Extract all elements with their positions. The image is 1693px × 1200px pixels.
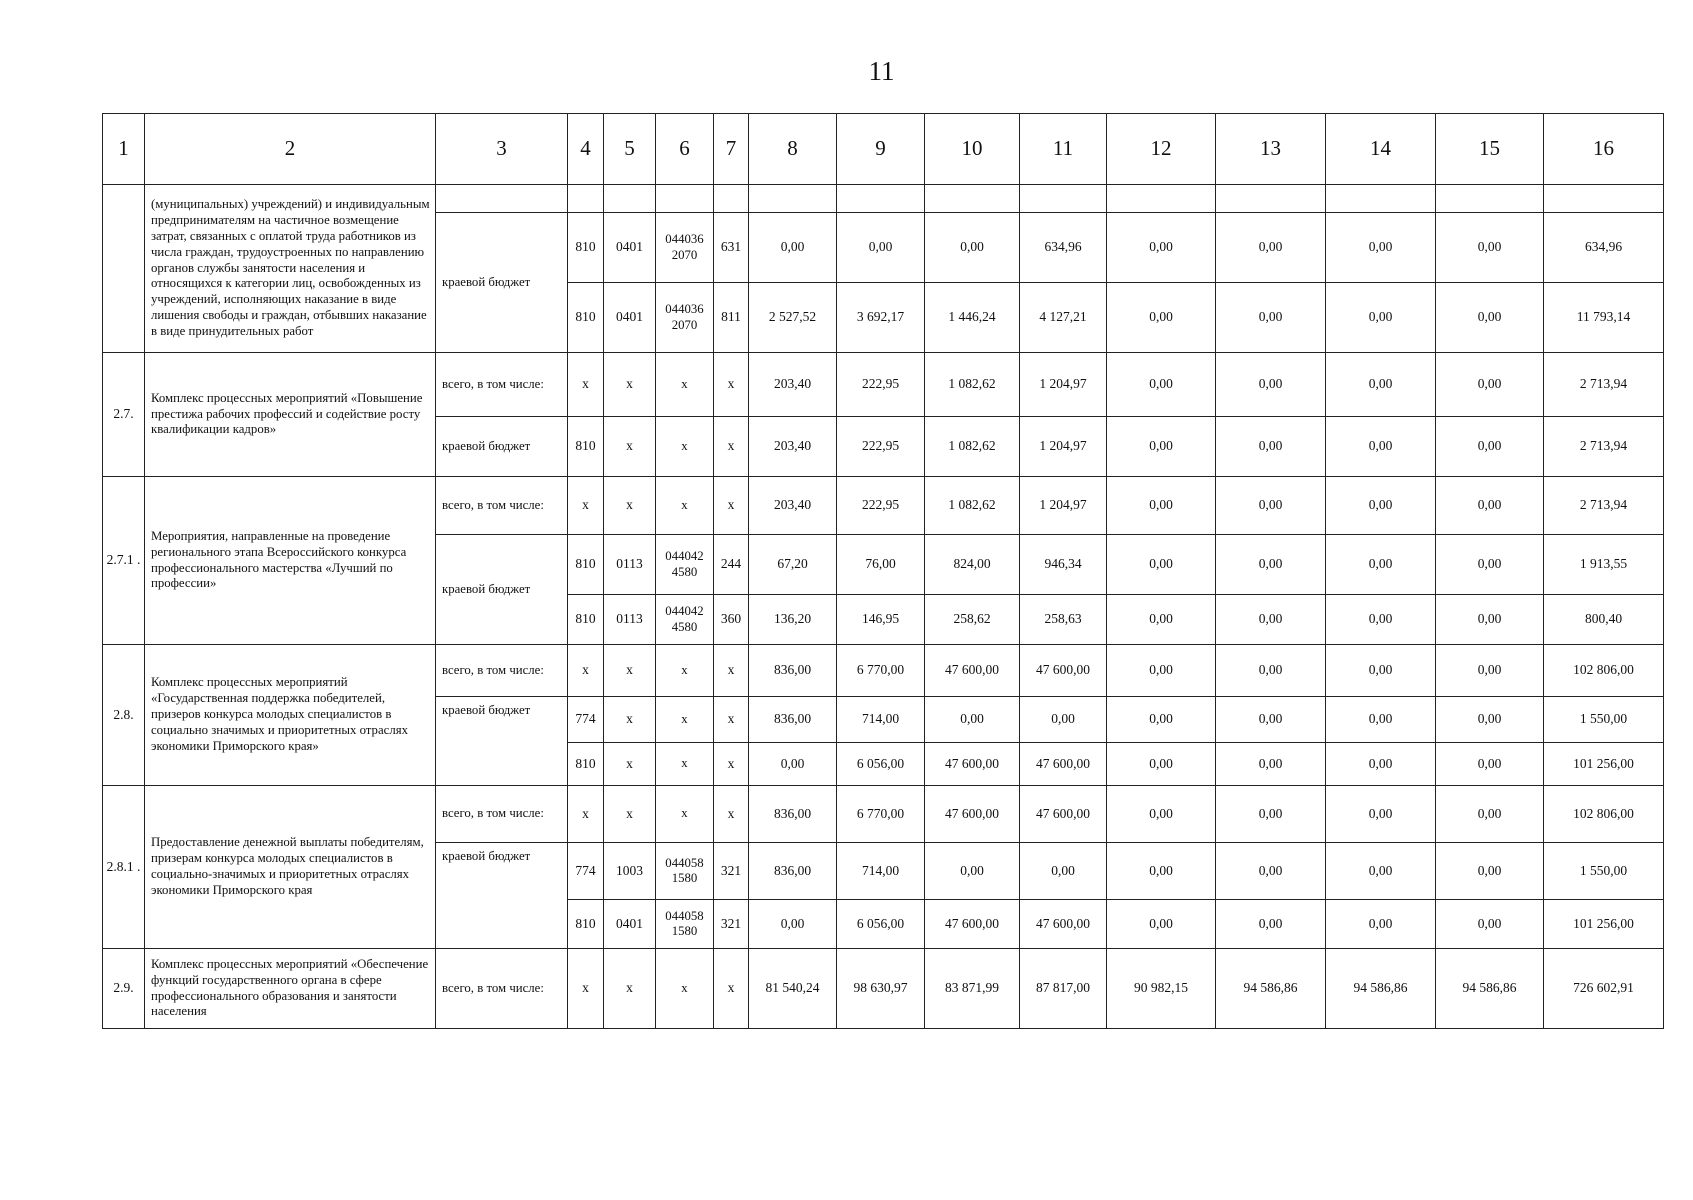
value-cell: 0,00 bbox=[1216, 743, 1326, 786]
value-cell: 1 082,62 bbox=[925, 353, 1020, 417]
column-header: 13 bbox=[1216, 114, 1326, 185]
value-cell: 631 bbox=[714, 213, 749, 283]
value-cell: x bbox=[604, 353, 656, 417]
empty-cell bbox=[1544, 185, 1664, 213]
value-cell: 836,00 bbox=[749, 843, 837, 900]
empty-cell bbox=[1436, 185, 1544, 213]
empty-cell bbox=[604, 185, 656, 213]
value-cell: 946,34 bbox=[1020, 535, 1107, 595]
value-cell: 0,00 bbox=[1216, 697, 1326, 743]
value-cell: 222,95 bbox=[837, 477, 925, 535]
value-cell: 101 256,00 bbox=[1544, 900, 1664, 949]
value-cell: 0,00 bbox=[1326, 595, 1436, 645]
column-header: 6 bbox=[656, 114, 714, 185]
value-cell: 810 bbox=[568, 417, 604, 477]
value-cell: 47 600,00 bbox=[1020, 900, 1107, 949]
value-cell: 203,40 bbox=[749, 477, 837, 535]
value-cell: 0,00 bbox=[1436, 535, 1544, 595]
value-cell: 222,95 bbox=[837, 417, 925, 477]
value-cell: 0,00 bbox=[1216, 843, 1326, 900]
value-cell: x bbox=[714, 353, 749, 417]
value-cell: x bbox=[568, 786, 604, 843]
empty-cell bbox=[436, 185, 568, 213]
value-cell: x bbox=[604, 417, 656, 477]
item-name-cell: Предоставление денежной выплаты победителям, призерам конкурса молодых специалистов в социально-значимых и приоритетных отраслях экономики Приморского края bbox=[145, 786, 436, 949]
value-cell: 0,00 bbox=[1107, 900, 1216, 949]
row-number-cell: 2.8.1 . bbox=[103, 786, 145, 949]
value-cell: 0,00 bbox=[1326, 743, 1436, 786]
empty-cell bbox=[837, 185, 925, 213]
column-header: 4 bbox=[568, 114, 604, 185]
value-cell: 94 586,86 bbox=[1216, 949, 1326, 1029]
value-cell: 044058 1580 bbox=[656, 900, 714, 949]
value-cell: 1 204,97 bbox=[1020, 417, 1107, 477]
value-cell: 1 550,00 bbox=[1544, 843, 1664, 900]
value-cell: 94 586,86 bbox=[1326, 949, 1436, 1029]
funding-source-cell: всего, в том числе: bbox=[436, 949, 568, 1029]
value-cell: 0,00 bbox=[1216, 213, 1326, 283]
value-cell: 98 630,97 bbox=[837, 949, 925, 1029]
value-cell: 90 982,15 bbox=[1107, 949, 1216, 1029]
column-header: 14 bbox=[1326, 114, 1436, 185]
value-cell: 0,00 bbox=[1216, 786, 1326, 843]
value-cell: 2 713,94 bbox=[1544, 417, 1664, 477]
value-cell: 1 204,97 bbox=[1020, 477, 1107, 535]
empty-cell bbox=[925, 185, 1020, 213]
item-name-cell: Мероприятия, направленные на проведение регионального этапа Всероссийского конкурса профессионального мастерства «Лучший по профессии» bbox=[145, 477, 436, 645]
value-cell: 0113 bbox=[604, 595, 656, 645]
value-cell: 47 600,00 bbox=[1020, 645, 1107, 697]
value-cell: x bbox=[714, 949, 749, 1029]
value-cell: 0,00 bbox=[1326, 417, 1436, 477]
value-cell: 0,00 bbox=[1107, 743, 1216, 786]
column-header: 9 bbox=[837, 114, 925, 185]
funding-source-cell: краевой бюджет bbox=[436, 697, 568, 786]
value-cell: 47 600,00 bbox=[925, 743, 1020, 786]
value-cell: 0401 bbox=[604, 900, 656, 949]
funding-source-cell: всего, в том числе: bbox=[436, 353, 568, 417]
value-cell: 0,00 bbox=[1326, 213, 1436, 283]
value-cell: x bbox=[656, 417, 714, 477]
value-cell: 0,00 bbox=[1216, 283, 1326, 353]
value-cell: x bbox=[568, 353, 604, 417]
budget-table bbox=[102, 113, 1664, 1029]
value-cell: 222,95 bbox=[837, 353, 925, 417]
value-cell: 811 bbox=[714, 283, 749, 353]
empty-cell bbox=[568, 185, 604, 213]
item-name-cell: Комплекс процессных мероприятий «Повышение престижа рабочих профессий и содействие росту квалификации кадров» bbox=[145, 353, 436, 477]
value-cell: 146,95 bbox=[837, 595, 925, 645]
value-cell: 0,00 bbox=[1326, 353, 1436, 417]
value-cell: x bbox=[604, 743, 656, 786]
row-number-cell: 2.9. bbox=[103, 949, 145, 1029]
value-cell: 67,20 bbox=[749, 535, 837, 595]
value-cell: 634,96 bbox=[1544, 213, 1664, 283]
item-name-cell: (муниципальных) учреждений) и индивидуальным предпринимателям на частичное возмещение затрат, связанных с оплатой труда работников из числа граждан, трудоустроенных по направлению органов службы занятости населения и относящихся к категории лиц, освобожденных из учреждений, исполняющих наказание в виде лишения свободы и граждан, отбывших наказание в виде принудительных работ bbox=[145, 185, 436, 353]
table-row bbox=[103, 645, 1664, 697]
value-cell: x bbox=[656, 697, 714, 743]
value-cell: 0,00 bbox=[1107, 843, 1216, 900]
value-cell: 0,00 bbox=[1216, 477, 1326, 535]
value-cell: 6 770,00 bbox=[837, 645, 925, 697]
value-cell: x bbox=[656, 743, 714, 786]
column-header: 15 bbox=[1436, 114, 1544, 185]
value-cell: 0,00 bbox=[1216, 595, 1326, 645]
value-cell: x bbox=[604, 697, 656, 743]
value-cell: 0,00 bbox=[1107, 645, 1216, 697]
value-cell: 47 600,00 bbox=[1020, 743, 1107, 786]
value-cell: 836,00 bbox=[749, 645, 837, 697]
value-cell: 136,20 bbox=[749, 595, 837, 645]
value-cell: 0,00 bbox=[1107, 535, 1216, 595]
value-cell: 810 bbox=[568, 900, 604, 949]
value-cell: 0,00 bbox=[1436, 645, 1544, 697]
table-row bbox=[103, 353, 1664, 417]
value-cell: 81 540,24 bbox=[749, 949, 837, 1029]
value-cell: 0,00 bbox=[1107, 786, 1216, 843]
value-cell: 0,00 bbox=[1436, 283, 1544, 353]
value-cell: 0,00 bbox=[1436, 595, 1544, 645]
value-cell: 0,00 bbox=[1436, 353, 1544, 417]
value-cell: 3 692,17 bbox=[837, 283, 925, 353]
value-cell: 0,00 bbox=[1020, 843, 1107, 900]
value-cell: 203,40 bbox=[749, 353, 837, 417]
table-row bbox=[103, 786, 1664, 843]
column-header: 5 bbox=[604, 114, 656, 185]
value-cell: 87 817,00 bbox=[1020, 949, 1107, 1029]
value-cell: 0401 bbox=[604, 283, 656, 353]
value-cell: 634,96 bbox=[1020, 213, 1107, 283]
funding-source-cell: краевой бюджет bbox=[436, 213, 568, 353]
value-cell: 0,00 bbox=[1436, 743, 1544, 786]
value-cell: 0,00 bbox=[1326, 283, 1436, 353]
value-cell: x bbox=[604, 477, 656, 535]
value-cell: 0,00 bbox=[925, 697, 1020, 743]
value-cell: 0,00 bbox=[1216, 417, 1326, 477]
value-cell: x bbox=[656, 645, 714, 697]
column-header: 7 bbox=[714, 114, 749, 185]
value-cell: 0401 bbox=[604, 213, 656, 283]
value-cell: 2 713,94 bbox=[1544, 353, 1664, 417]
empty-cell bbox=[1216, 185, 1326, 213]
value-cell: 47 600,00 bbox=[925, 900, 1020, 949]
value-cell: 0,00 bbox=[749, 743, 837, 786]
row-number-cell: 2.7. bbox=[103, 353, 145, 477]
value-cell: 102 806,00 bbox=[1544, 645, 1664, 697]
value-cell: x bbox=[656, 786, 714, 843]
value-cell: 0,00 bbox=[1107, 353, 1216, 417]
value-cell: 47 600,00 bbox=[925, 786, 1020, 843]
value-cell: 044036 2070 bbox=[656, 213, 714, 283]
value-cell: 044036 2070 bbox=[656, 283, 714, 353]
column-header: 16 bbox=[1544, 114, 1664, 185]
value-cell: x bbox=[714, 645, 749, 697]
value-cell: x bbox=[656, 477, 714, 535]
value-cell: 101 256,00 bbox=[1544, 743, 1664, 786]
value-cell: 0,00 bbox=[1326, 645, 1436, 697]
value-cell: 1 446,24 bbox=[925, 283, 1020, 353]
column-header: 12 bbox=[1107, 114, 1216, 185]
value-cell: 0,00 bbox=[1436, 697, 1544, 743]
row-number-cell: 2.7.1 . bbox=[103, 477, 145, 645]
value-cell: 836,00 bbox=[749, 697, 837, 743]
funding-source-cell: краевой бюджет bbox=[436, 843, 568, 949]
value-cell: 0,00 bbox=[749, 213, 837, 283]
value-cell: 0,00 bbox=[749, 900, 837, 949]
row-number-cell: 2.8. bbox=[103, 645, 145, 786]
value-cell: 0,00 bbox=[1326, 843, 1436, 900]
value-cell: 0,00 bbox=[1216, 353, 1326, 417]
value-cell: 0,00 bbox=[925, 213, 1020, 283]
value-cell: 810 bbox=[568, 535, 604, 595]
table-row bbox=[103, 949, 1664, 1029]
value-cell: x bbox=[604, 786, 656, 843]
value-cell: 0,00 bbox=[1107, 697, 1216, 743]
value-cell: 810 bbox=[568, 743, 604, 786]
funding-source-cell: краевой бюджет bbox=[436, 417, 568, 477]
row-number-cell bbox=[103, 185, 145, 353]
value-cell: 810 bbox=[568, 213, 604, 283]
value-cell: 1003 bbox=[604, 843, 656, 900]
table-row bbox=[103, 185, 1664, 213]
value-cell: 0,00 bbox=[1326, 786, 1436, 843]
empty-cell bbox=[749, 185, 837, 213]
value-cell: x bbox=[714, 477, 749, 535]
value-cell: 774 bbox=[568, 843, 604, 900]
value-cell: 244 bbox=[714, 535, 749, 595]
value-cell: 0,00 bbox=[1326, 477, 1436, 535]
value-cell: 714,00 bbox=[837, 843, 925, 900]
item-name-cell: Комплекс процессных мероприятий «Обеспечение функций государственного органа в сфере профессионального образования и занятости населения bbox=[145, 949, 436, 1029]
value-cell: 0,00 bbox=[1326, 697, 1436, 743]
value-cell: 836,00 bbox=[749, 786, 837, 843]
value-cell: 0,00 bbox=[1436, 900, 1544, 949]
value-cell: 0,00 bbox=[925, 843, 1020, 900]
value-cell: 321 bbox=[714, 900, 749, 949]
value-cell: x bbox=[568, 645, 604, 697]
value-cell: 0,00 bbox=[1107, 283, 1216, 353]
value-cell: x bbox=[714, 743, 749, 786]
value-cell: 1 082,62 bbox=[925, 477, 1020, 535]
column-header: 1 bbox=[103, 114, 145, 185]
value-cell: 0,00 bbox=[1216, 900, 1326, 949]
value-cell: 1 082,62 bbox=[925, 417, 1020, 477]
value-cell: 258,63 bbox=[1020, 595, 1107, 645]
value-cell: 0,00 bbox=[1436, 843, 1544, 900]
item-name-cell: Комплекс процессных мероприятий «Государственная поддержка победителей, призеров конкурса молодых специалистов в социально значимых и приоритетных отраслях экономики Приморского края» bbox=[145, 645, 436, 786]
value-cell: 203,40 bbox=[749, 417, 837, 477]
value-cell: 47 600,00 bbox=[925, 645, 1020, 697]
value-cell: x bbox=[714, 697, 749, 743]
value-cell: 1 204,97 bbox=[1020, 353, 1107, 417]
value-cell: 76,00 bbox=[837, 535, 925, 595]
value-cell: 800,40 bbox=[1544, 595, 1664, 645]
value-cell: 0,00 bbox=[1436, 417, 1544, 477]
value-cell: 044042 4580 bbox=[656, 595, 714, 645]
value-cell: x bbox=[604, 949, 656, 1029]
value-cell: 714,00 bbox=[837, 697, 925, 743]
value-cell: 2 713,94 bbox=[1544, 477, 1664, 535]
value-cell: 1 913,55 bbox=[1544, 535, 1664, 595]
column-header: 3 bbox=[436, 114, 568, 185]
value-cell: 0,00 bbox=[1107, 417, 1216, 477]
funding-source-cell: всего, в том числе: bbox=[436, 786, 568, 843]
value-cell: 0,00 bbox=[1326, 900, 1436, 949]
value-cell: 044058 1580 bbox=[656, 843, 714, 900]
value-cell: 824,00 bbox=[925, 535, 1020, 595]
value-cell: 321 bbox=[714, 843, 749, 900]
value-cell: 4 127,21 bbox=[1020, 283, 1107, 353]
value-cell: 83 871,99 bbox=[925, 949, 1020, 1029]
value-cell: 0,00 bbox=[1216, 535, 1326, 595]
funding-source-cell: всего, в том числе: bbox=[436, 477, 568, 535]
value-cell: 102 806,00 bbox=[1544, 786, 1664, 843]
value-cell: 810 bbox=[568, 595, 604, 645]
funding-source-cell: всего, в том числе: bbox=[436, 645, 568, 697]
value-cell: x bbox=[714, 786, 749, 843]
value-cell: 726 602,91 bbox=[1544, 949, 1664, 1029]
value-cell: 47 600,00 bbox=[1020, 786, 1107, 843]
value-cell: 0,00 bbox=[1436, 477, 1544, 535]
value-cell: 1 550,00 bbox=[1544, 697, 1664, 743]
column-header: 11 bbox=[1020, 114, 1107, 185]
empty-cell bbox=[1020, 185, 1107, 213]
value-cell: x bbox=[714, 417, 749, 477]
value-cell: 0,00 bbox=[1107, 213, 1216, 283]
value-cell: 0,00 bbox=[1216, 645, 1326, 697]
empty-cell bbox=[656, 185, 714, 213]
value-cell: 0113 bbox=[604, 535, 656, 595]
empty-cell bbox=[714, 185, 749, 213]
value-cell: x bbox=[568, 949, 604, 1029]
funding-source-cell: краевой бюджет bbox=[436, 535, 568, 645]
empty-cell bbox=[1107, 185, 1216, 213]
value-cell: x bbox=[656, 353, 714, 417]
value-cell: 0,00 bbox=[1107, 595, 1216, 645]
value-cell: x bbox=[604, 645, 656, 697]
value-cell: 6 056,00 bbox=[837, 900, 925, 949]
column-header: 8 bbox=[749, 114, 837, 185]
value-cell: 0,00 bbox=[837, 213, 925, 283]
value-cell: 0,00 bbox=[1107, 477, 1216, 535]
column-header: 10 bbox=[925, 114, 1020, 185]
column-header-row bbox=[103, 114, 1664, 185]
value-cell: 2 527,52 bbox=[749, 283, 837, 353]
value-cell: 0,00 bbox=[1436, 213, 1544, 283]
value-cell: 360 bbox=[714, 595, 749, 645]
value-cell: 774 bbox=[568, 697, 604, 743]
value-cell: 0,00 bbox=[1436, 786, 1544, 843]
value-cell: x bbox=[568, 477, 604, 535]
value-cell: 6 056,00 bbox=[837, 743, 925, 786]
value-cell: 0,00 bbox=[1020, 697, 1107, 743]
value-cell: 044042 4580 bbox=[656, 535, 714, 595]
value-cell: 6 770,00 bbox=[837, 786, 925, 843]
value-cell: 810 bbox=[568, 283, 604, 353]
empty-cell bbox=[1326, 185, 1436, 213]
value-cell: 11 793,14 bbox=[1544, 283, 1664, 353]
value-cell: 258,62 bbox=[925, 595, 1020, 645]
value-cell: 0,00 bbox=[1326, 535, 1436, 595]
value-cell: 94 586,86 bbox=[1436, 949, 1544, 1029]
column-header: 2 bbox=[145, 114, 436, 185]
value-cell: x bbox=[656, 949, 714, 1029]
page-number: 11 bbox=[868, 56, 895, 86]
table-row bbox=[103, 477, 1664, 535]
